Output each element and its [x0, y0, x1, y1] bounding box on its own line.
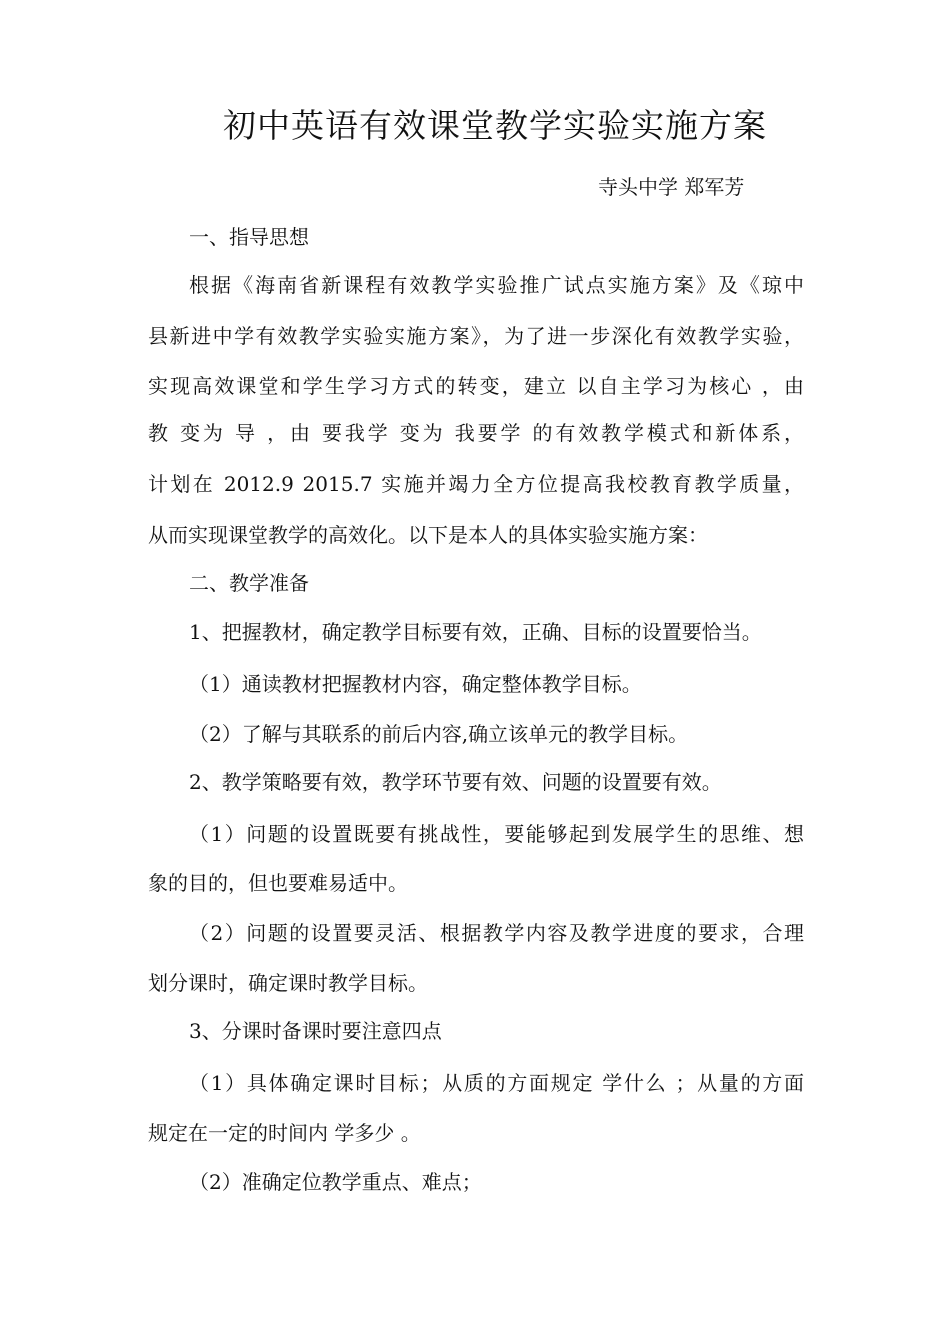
paragraph-line: 规定在一定的时间内 学多少 。: [148, 1121, 421, 1145]
list-item: （2）问题的设置要灵活、根据教学内容及教学进度的要求，合理: [189, 921, 804, 945]
author-line: 寺头中学 郑军芳: [598, 175, 745, 199]
section-heading-teaching-preparation: 二、教学准备: [189, 571, 309, 595]
list-item: （1）具体确定课时目标；从质的方面规定 学什么 ；从量的方面: [189, 1071, 804, 1095]
section-heading-guiding-thought: 一、指导思想: [189, 225, 309, 249]
list-item: （1）通读教材把握教材内容，确定整体教学目标。: [189, 672, 642, 696]
paragraph-line: 教 变为 导 ，由 要我学 变为 我要学 的有效教学模式和新体系，: [148, 421, 804, 445]
list-item: 1、把握教材，确定教学目标要有效，正确、目标的设置要恰当。: [189, 620, 762, 644]
paragraph-line: 划分课时，确定课时教学目标。: [148, 971, 428, 995]
paragraph-line: 县新进中学有效教学实验实施方案》，为了进一步深化有效教学实验，: [148, 324, 804, 348]
list-item: 2、教学策略要有效，教学环节要有效、问题的设置要有效。: [189, 770, 722, 794]
paragraph-line: 根据《海南省新课程有效教学实验推广试点实施方案》及《琼中: [189, 273, 804, 297]
list-item: （2）准确定位教学重点、难点；: [189, 1170, 482, 1194]
paragraph-line: 计划在 2012.9 2015.7 实施并竭力全方位提高我校教育教学质量，: [148, 472, 804, 496]
list-item: 3、分课时备课时要注意四点: [189, 1019, 442, 1043]
document-title: 初中英语有效课堂教学实验实施方案: [223, 106, 767, 145]
list-item: （2）了解与其联系的前后内容,确立该单元的教学目标。: [189, 722, 689, 746]
paragraph-line: 从而实现课堂教学的高效化。以下是本人的具体实验实施方案：: [148, 523, 708, 547]
paragraph-line: 实现高效课堂和学生学习方式的转变，建立 以自主学习为核心 ，由: [148, 374, 804, 398]
list-item: （1）问题的设置既要有挑战性，要能够起到发展学生的思维、想: [189, 822, 804, 846]
paragraph-line: 象的目的，但也要难易适中。: [148, 871, 408, 895]
